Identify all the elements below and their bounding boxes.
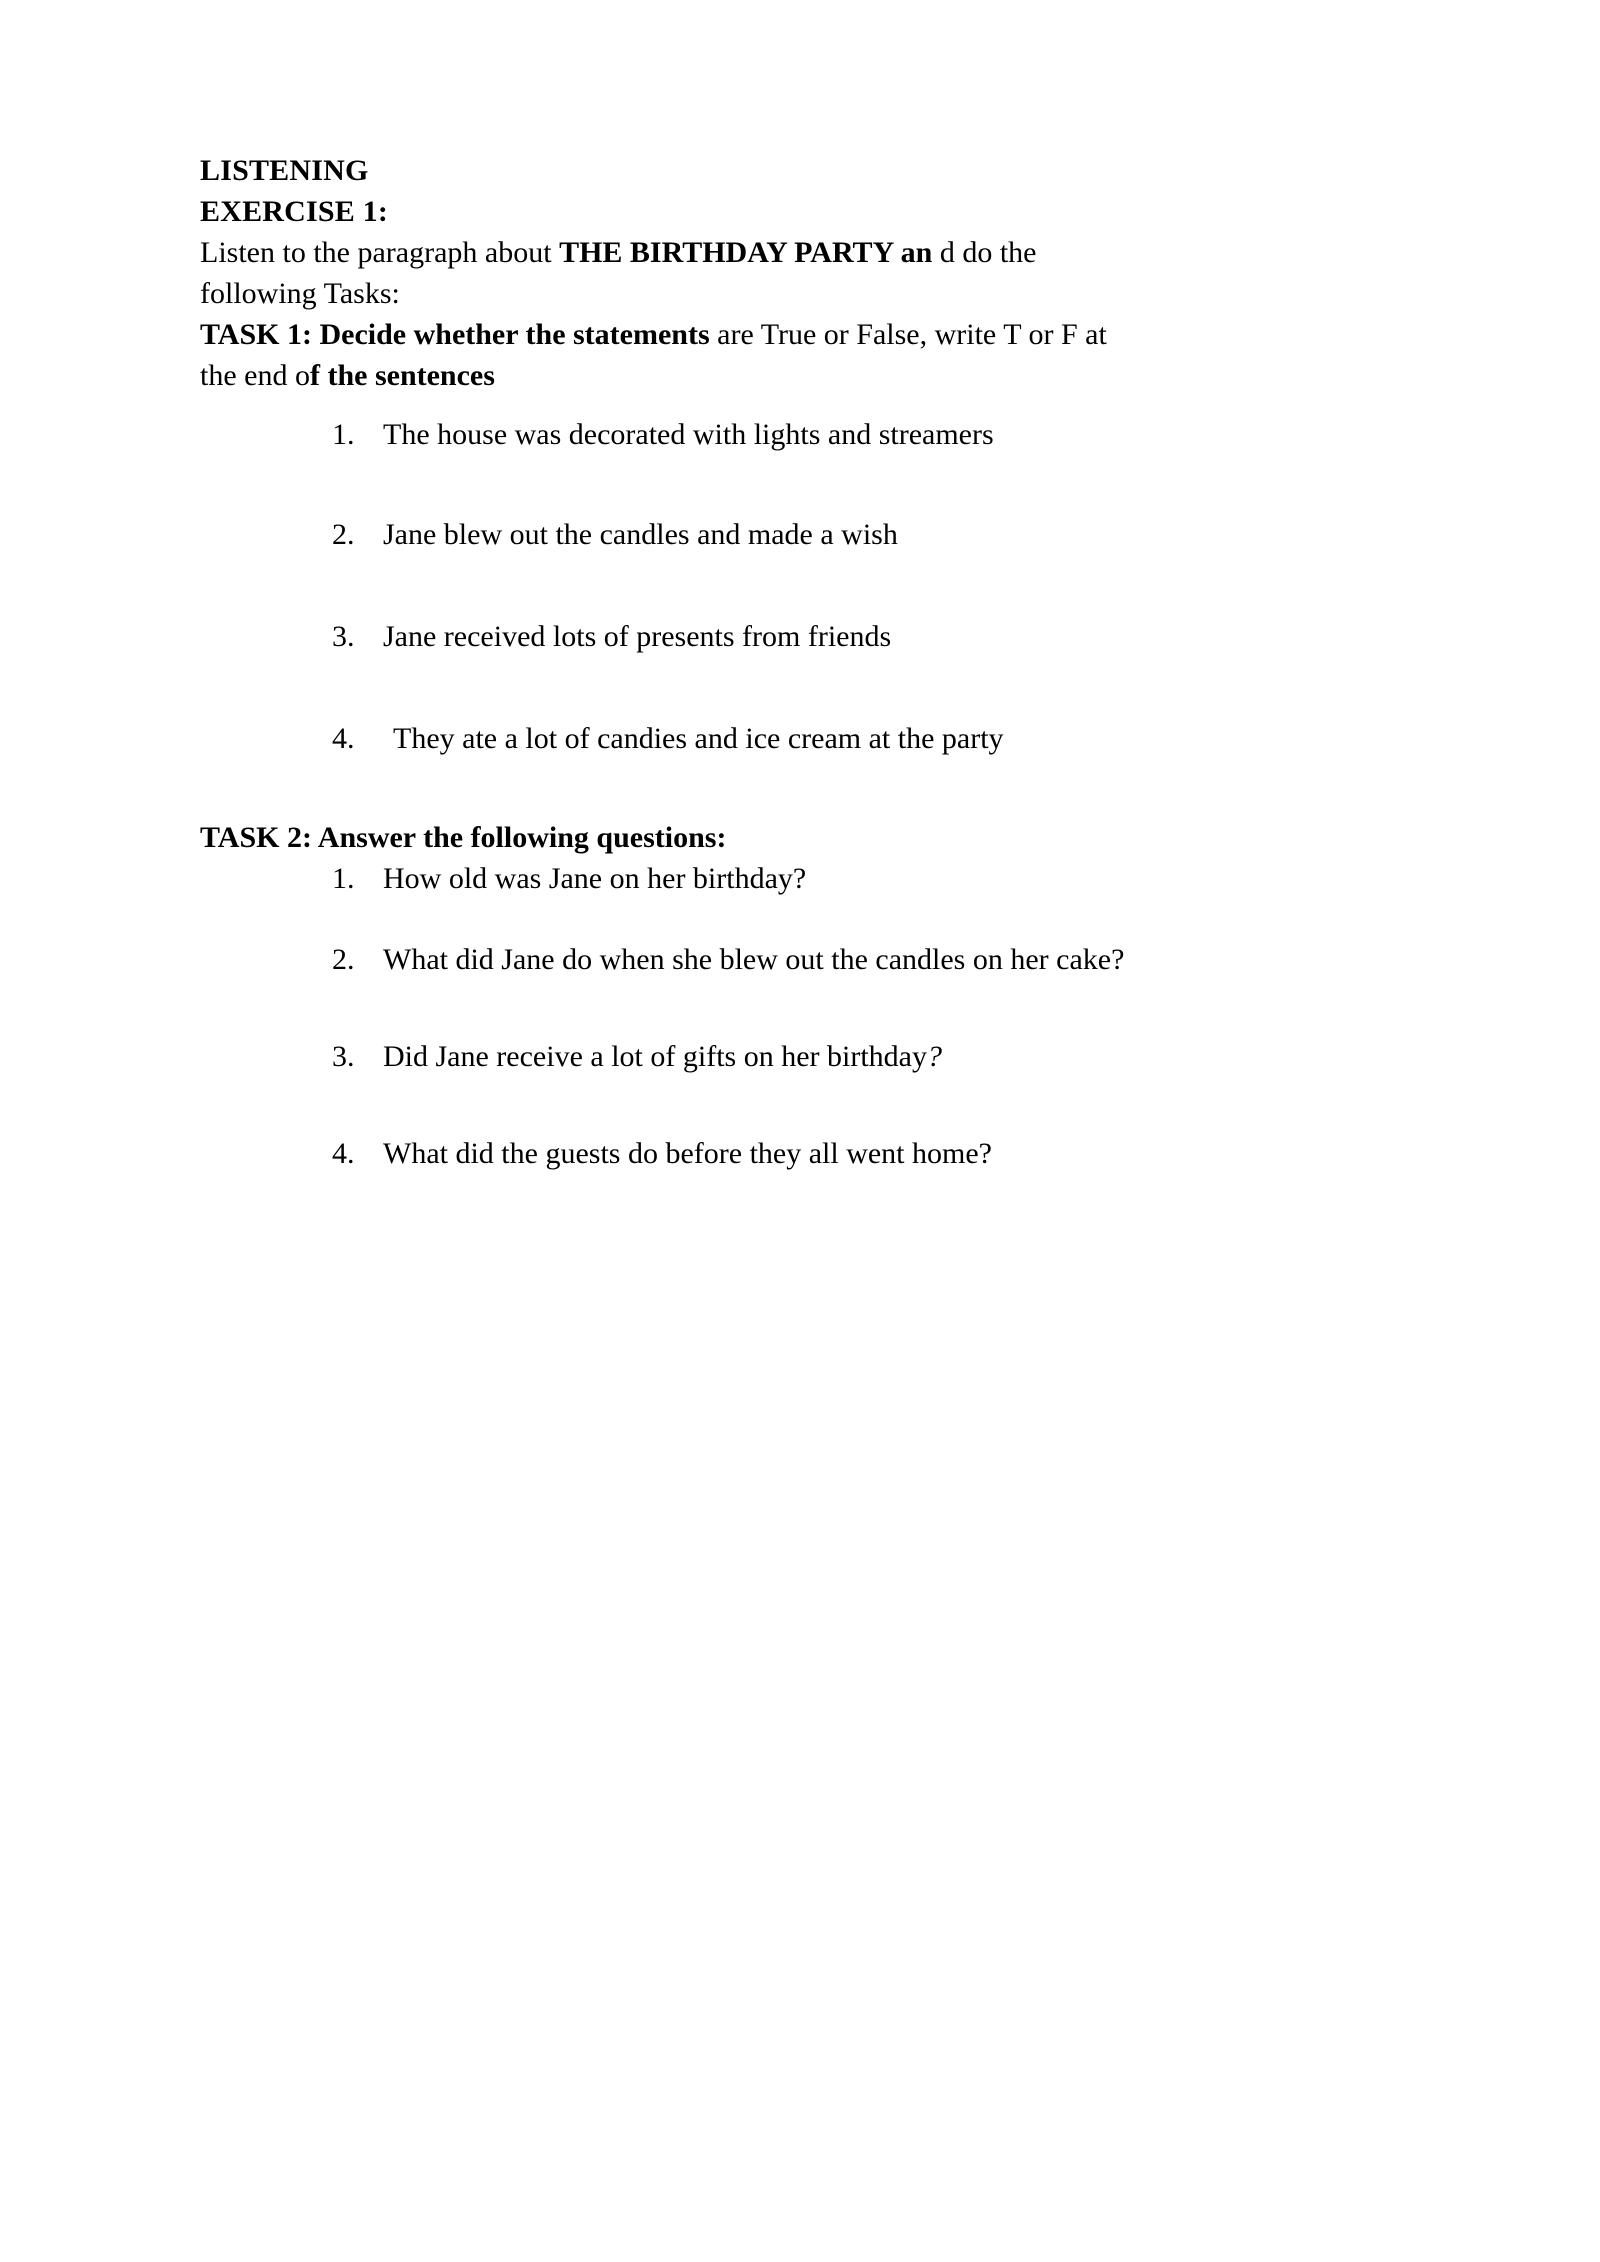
exercise-instructions: [200, 232, 1450, 314]
list-item-text: Jane received lots of presents from friends: [383, 620, 892, 653]
list-item: [200, 939, 1450, 980]
list-item-number: 1.: [332, 418, 355, 451]
instructions-line-1: [200, 232, 1450, 273]
list-item-number: 2.: [332, 943, 355, 976]
list-item-number: 3.: [332, 620, 355, 653]
task1-statement-list: [200, 414, 1450, 759]
task1-instruction-cont: the end o: [200, 359, 310, 392]
document-body: [200, 150, 1450, 1174]
task2-question-list: [200, 858, 1450, 1174]
list-item-number: 4.: [332, 722, 355, 755]
list-item-text: They ate a lot of candies and ice cream at the party: [393, 722, 1004, 755]
instructions-line-2: following Tasks:: [200, 277, 400, 310]
task2-heading: TASK 2: Answer the following questions:: [200, 821, 727, 854]
list-item-text-italic-suffix: ?: [926, 1040, 942, 1073]
task1-instruction-bold-tail: f the sentences: [309, 359, 495, 392]
list-item-number: 1.: [332, 862, 355, 895]
list-item: [200, 718, 1450, 759]
list-item: [200, 1133, 1450, 1174]
task1-heading-line-2: [200, 355, 1450, 396]
list-item: [200, 514, 1450, 555]
task1-heading-block: [200, 314, 1450, 396]
list-item: [200, 858, 1450, 899]
list-item: [200, 414, 1450, 455]
exercise-title: EXERCISE 1:: [200, 195, 389, 228]
list-item-number: 4.: [332, 1137, 355, 1170]
listening-topic: THE BIRTHDAY PARTY an: [559, 236, 933, 269]
list-item-number: 2.: [332, 518, 355, 551]
task1-heading-line-1: [200, 314, 1450, 355]
list-item-text: What did the guests do before they all went home?: [383, 1137, 992, 1170]
instructions-text-before: Listen to the paragraph about: [200, 236, 552, 269]
list-item-text: Jane blew out the candles and made a wish: [383, 518, 898, 551]
list-item-number: 3.: [332, 1040, 355, 1073]
list-item-text: What did Jane do when she blew out the candles on her cake?: [383, 943, 1125, 976]
list-item: [200, 1036, 1450, 1077]
list-item-text: The house was decorated with lights and streamers: [383, 418, 994, 451]
instructions-text-after: d do the: [939, 236, 1037, 269]
list-item-text: Did Jane receive a lot of gifts on her birthday: [383, 1040, 927, 1073]
list-item: [200, 616, 1450, 657]
task1-label: TASK 1: Decide whether the statements: [200, 318, 710, 351]
task1-instruction: are True or False, write T or F at: [717, 318, 1107, 351]
list-item-text: How old was Jane on her birthday?: [383, 862, 807, 895]
section-title: LISTENING: [200, 154, 369, 187]
